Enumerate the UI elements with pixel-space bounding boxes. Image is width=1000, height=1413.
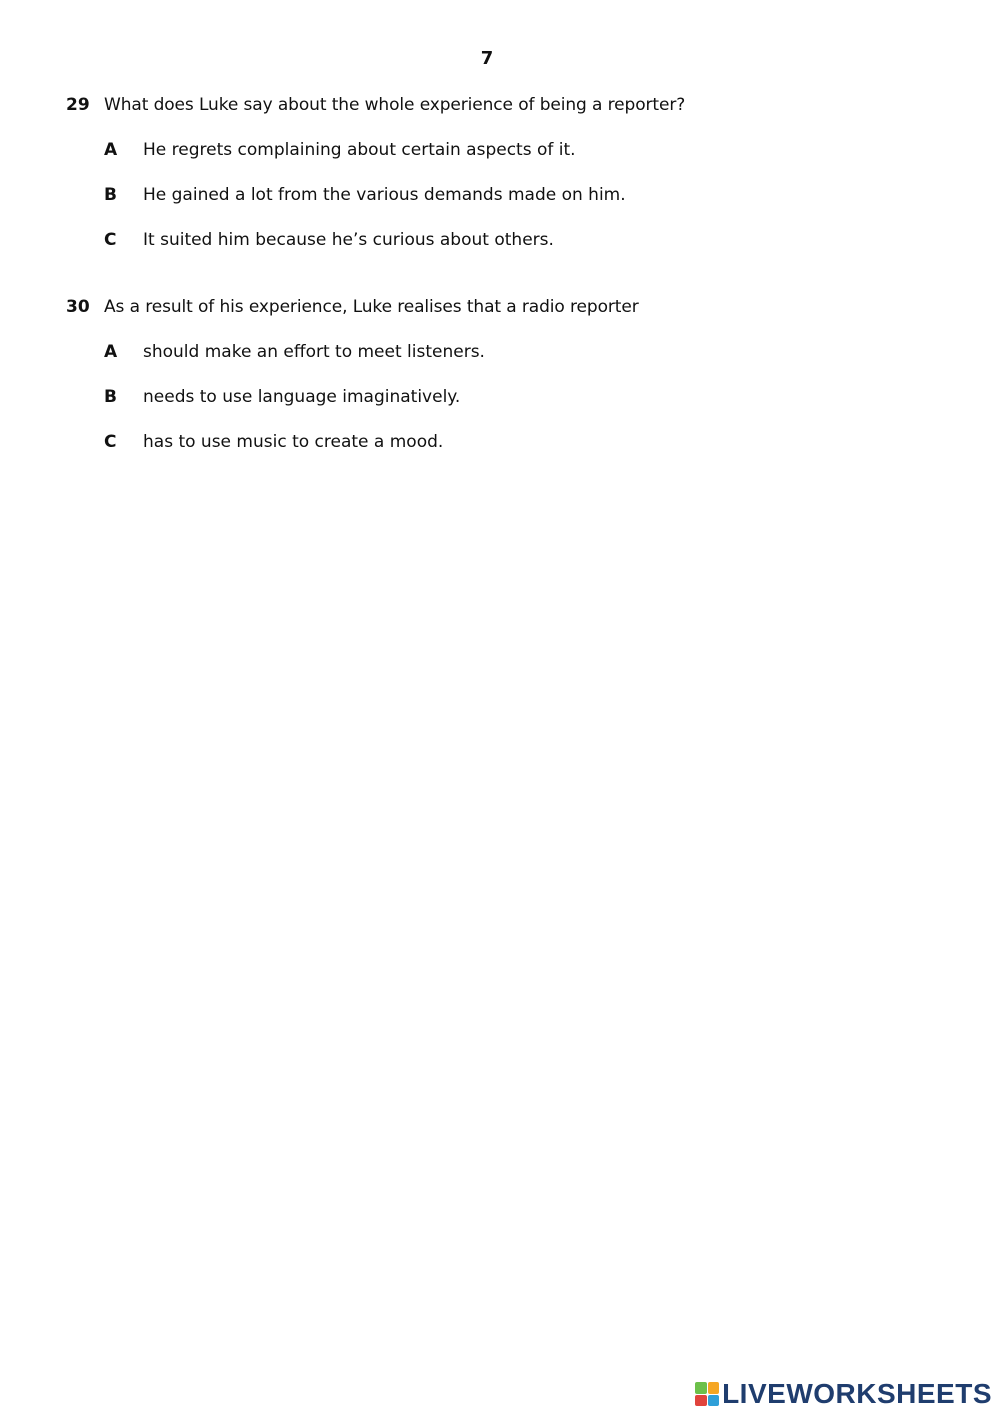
option-c[interactable] [104, 430, 966, 454]
watermark-text: LIVEWORKSHEETS [722, 1378, 992, 1409]
question-29 [66, 93, 966, 252]
option-b[interactable] [104, 385, 966, 409]
question-stem-line [66, 93, 966, 117]
option-text: It suited him because he’s curious about others. [143, 230, 554, 250]
question-text: As a result of his experience, Luke realises that a radio reporter [104, 297, 639, 317]
liveworksheets-logo-icon [695, 1382, 719, 1406]
page-number: 7 [480, 48, 494, 69]
question-number: 30 [66, 297, 90, 317]
option-letter: A [104, 342, 118, 362]
logo-tile [695, 1382, 707, 1394]
question-30 [66, 295, 966, 454]
option-text: He regrets complaining about certain aspects of it. [143, 140, 576, 160]
logo-tile [708, 1395, 720, 1407]
option-letter: C [104, 230, 117, 250]
option-letter: B [104, 185, 117, 205]
question-text: What does Luke say about the whole experience of being a reporter? [104, 95, 686, 115]
logo-tile [695, 1395, 707, 1407]
question-stem-line [66, 295, 966, 319]
option-text: needs to use language imaginatively. [143, 387, 461, 407]
option-a[interactable] [104, 340, 966, 364]
question-number: 29 [66, 95, 90, 115]
logo-tile [708, 1382, 720, 1394]
option-a[interactable] [104, 138, 966, 162]
option-text: has to use music to create a mood. [143, 432, 444, 452]
option-text: should make an effort to meet listeners. [143, 342, 485, 362]
option-letter: B [104, 387, 117, 407]
option-letter: A [104, 140, 118, 160]
option-b[interactable] [104, 183, 966, 207]
option-letter: C [104, 432, 117, 452]
option-text: He gained a lot from the various demands made on him. [143, 185, 626, 205]
liveworksheets-watermark [695, 1379, 992, 1409]
option-c[interactable] [104, 228, 966, 252]
